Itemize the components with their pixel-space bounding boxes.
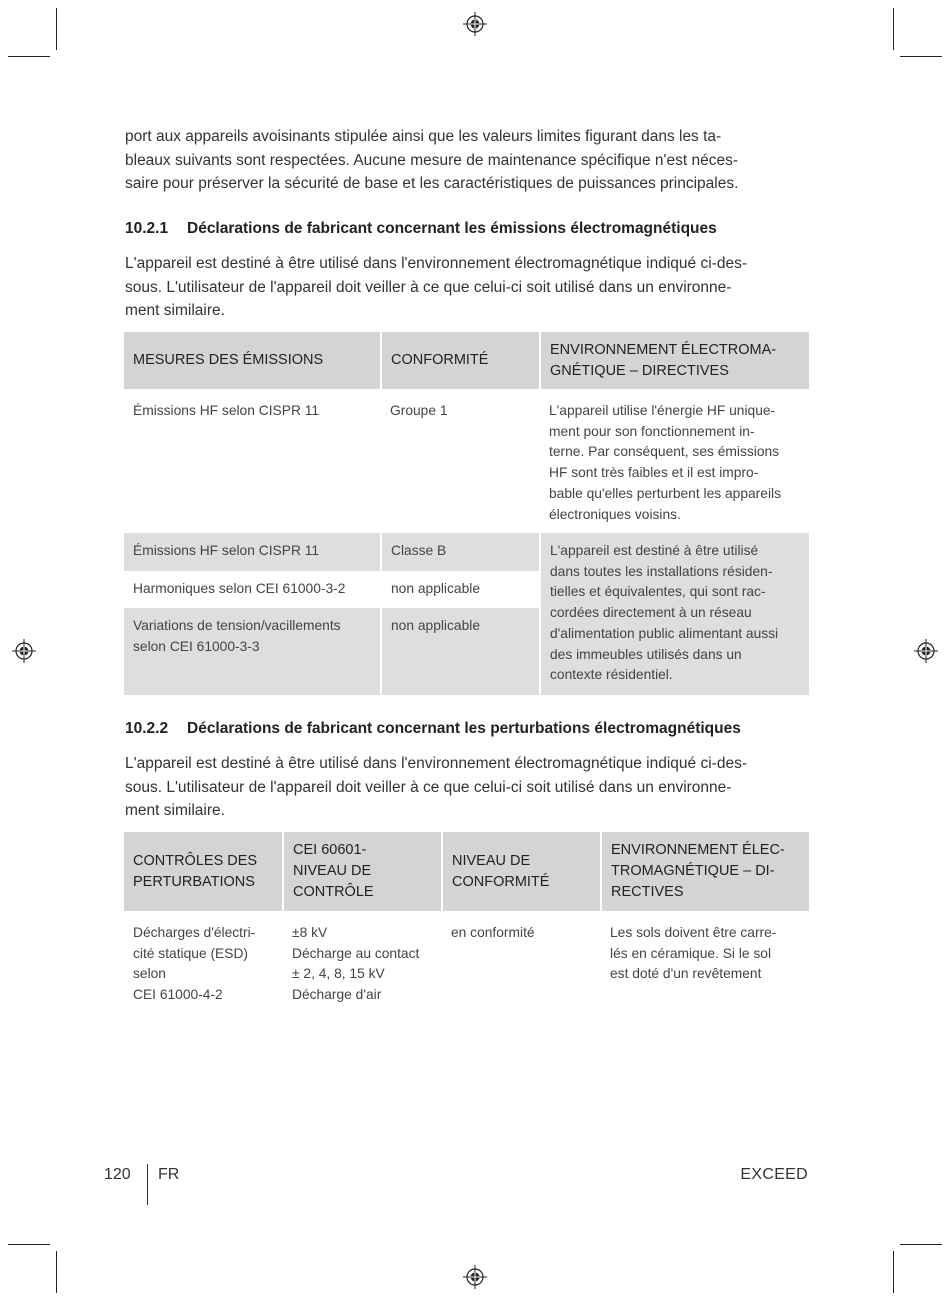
- text-line: ment similaire.: [125, 302, 225, 319]
- column-header: CONTRÔLES DES PERTURBATIONS: [124, 832, 283, 912]
- table-row: [124, 533, 809, 571]
- registration-mark-icon: [463, 12, 487, 36]
- crop-mark-br-h: [900, 1244, 942, 1245]
- language-code: FR: [158, 1166, 180, 1183]
- section-heading: [125, 720, 815, 738]
- crop-mark-tr-v: [893, 8, 894, 50]
- column-header: CEI 60601- NIVEAU DE CONTRÔLE: [283, 832, 442, 912]
- text-line: ment similaire.: [125, 802, 225, 819]
- text-line: L'appareil est destiné à être utilisé dans l'environnement électromagnétique indiqué ci-des-: [125, 255, 747, 272]
- intro-paragraph: [125, 125, 810, 196]
- table-row: [124, 912, 809, 1012]
- column-header: NIVEAU DE CONFORMITÉ: [442, 832, 601, 912]
- table-cell: Classe B: [381, 533, 540, 571]
- crop-mark-bl-h: [8, 1244, 50, 1245]
- section-heading: [125, 220, 815, 238]
- crop-mark-tl-h: [8, 56, 50, 57]
- crop-mark-tl-v: [56, 8, 57, 50]
- table-header-row: [124, 832, 809, 912]
- crop-mark-tr-h: [900, 56, 942, 57]
- table-cell: L'appareil est destiné à être utilisé dans toutes les installations résiden- tielles et équivalentes, qui sont rac- cordées directement à un réseau d'alimentation public alimentant aussi des immeubles utilisés dans un contexte résidentiel.: [540, 533, 809, 695]
- section-number: 10.2.2: [125, 720, 169, 737]
- registration-mark-icon: [12, 639, 36, 663]
- footer-divider: [147, 1164, 148, 1205]
- table-cell: Variations de tension/vacillements selon CEI 61000-3-3: [124, 608, 381, 695]
- section-title: Déclarations de fabricant concernant les émissions électromagnétiques: [187, 220, 717, 237]
- immunity-table: [124, 832, 809, 1012]
- section-title: Déclarations de fabricant concernant les perturbations électromagnétiques: [187, 720, 741, 737]
- emissions-table: [124, 332, 809, 695]
- crop-mark-bl-v: [56, 1251, 57, 1293]
- table-cell: Émissions HF selon CISPR 11: [124, 533, 381, 571]
- page-number: 120: [104, 1166, 131, 1183]
- section-paragraph: [125, 252, 810, 323]
- column-header: CONFORMITÉ: [381, 332, 540, 390]
- column-header: ENVIRONNEMENT ÉLEC- TROMAGNÉTIQUE – DI- RECTIVES: [601, 832, 809, 912]
- column-header: MESURES DES ÉMISSIONS: [124, 332, 381, 390]
- table-cell: Décharges d'électri- cité statique (ESD) selon CEI 61000-4-2: [124, 912, 283, 1012]
- text-line: bleaux suivants sont respectées. Aucune mesure de maintenance spécifique n'est néces-: [125, 151, 738, 169]
- section-number: 10.2.1: [125, 220, 169, 237]
- table-cell: Les sols doivent être carre- lés en céramique. Si le sol est doté d'un revêtement: [601, 912, 809, 1012]
- registration-mark-icon: [463, 1265, 487, 1289]
- table-cell: ±8 kV Décharge au contact ± 2, 4, 8, 15 kV Décharge d'air: [283, 912, 442, 1012]
- text-line: sous. L'utilisateur de l'appareil doit veiller à ce que celui-ci soit utilisé dans un environne-: [125, 778, 732, 796]
- table-cell: non applicable: [381, 608, 540, 695]
- text-line: port aux appareils avoisinants stipulée ainsi que les valeurs limites figurant dans les ta-: [125, 128, 722, 145]
- registration-mark-icon: [914, 639, 938, 663]
- column-header: ENVIRONNEMENT ÉLECTROMA- GNÉTIQUE – DIRECTIVES: [540, 332, 809, 390]
- table-cell: Groupe 1: [381, 390, 540, 533]
- table-cell: L'appareil utilise l'énergie HF unique- ment pour son fonctionnement in- terne. Par conséquent, ses émissions HF sont très faibles et il est impro- bable qu'elles perturbent les appareils électroniques voisins.: [540, 390, 809, 533]
- text-line: L'appareil est destiné à être utilisé dans l'environnement électromagnétique indiqué ci-des-: [125, 755, 747, 772]
- section-paragraph: [125, 752, 810, 823]
- text-line: sous. L'utilisateur de l'appareil doit veiller à ce que celui-ci soit utilisé dans un environne-: [125, 278, 732, 296]
- table-cell: en conformité: [442, 912, 601, 1012]
- table-header-row: [124, 332, 809, 390]
- crop-mark-br-v: [893, 1251, 894, 1293]
- table-cell: Harmoniques selon CEI 61000-3-2: [124, 571, 381, 608]
- table-cell: Émissions HF selon CISPR 11: [124, 390, 381, 533]
- brand-name: EXCEED: [740, 1166, 808, 1183]
- table-row: [124, 390, 809, 533]
- table-cell: non applicable: [381, 571, 540, 608]
- text-line: saire pour préserver la sécurité de base et les caractéristiques de puissances principales.: [125, 175, 739, 192]
